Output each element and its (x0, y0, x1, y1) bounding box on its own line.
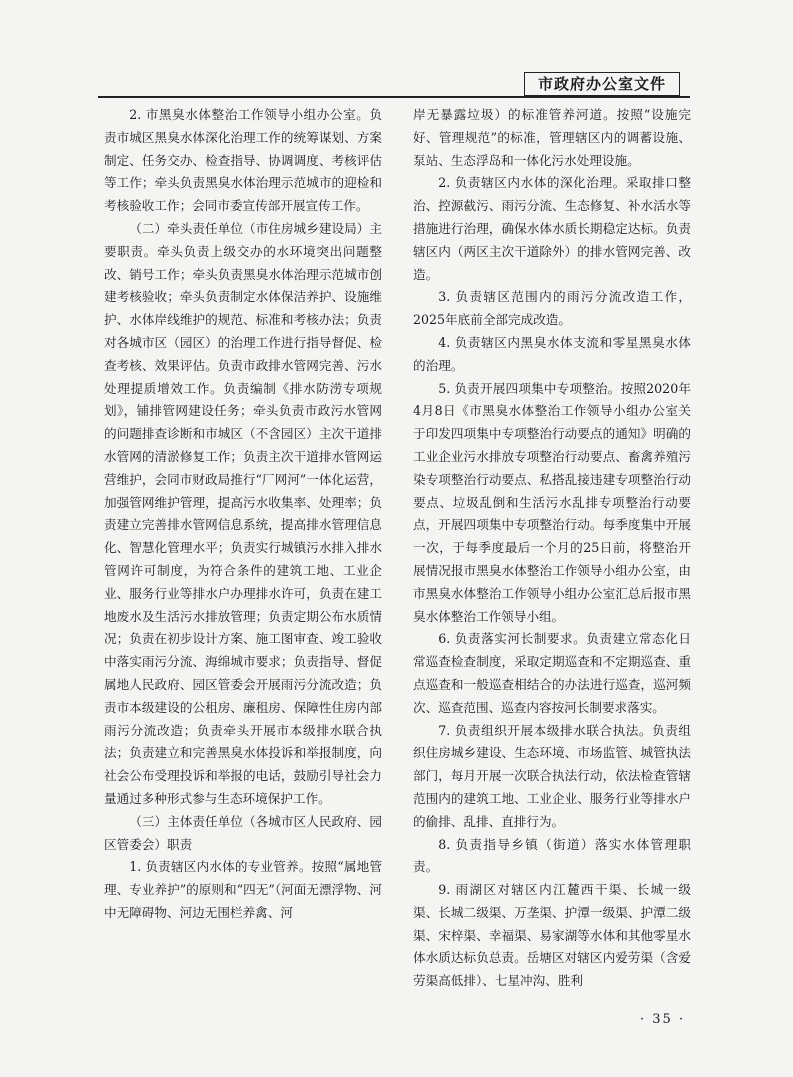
paragraph: （三）主体责任单位（各城市区人民政府、园区管委会）职责 (104, 813, 382, 852)
paragraph: 2. 负责辖区内水体的深化治理。采取排口整治、控源截污、雨污分流、生态修复、补水活水等措施进行治理，确保水体水质长期稳定达标。负责辖区内（两区主次干道除外）的排水管网完善、改造。 (413, 175, 691, 282)
paragraph: 5. 负责开展四项集中专项整治。按照2020年4月8日《市黑臭水体整治工作领导小组办公室关于印发四项集中专项整治行动要点的通知》明确的工业企业污水排放专项整治行动要点、畜禽养殖污染专项整治行动要点、私搭乱接违建专项整治行动要点、垃圾乱倒和生活污水乱排专项整治行动要点，开展四项集中专项整治行动。每季度集中开展一次，于每季度最后一个月的25日前，将整治开展情况报市黑臭水体整治工作领导小组办公室，由市黑臭水体整治工作领导小组办公室汇总后报市黑臭水体整治工作领导小组。 (413, 380, 691, 624)
page-number: · 35 · (640, 1012, 686, 1027)
document-header-title: 市政府办公室文件 (524, 72, 680, 96)
right-column (413, 104, 691, 993)
paragraph: （二）牵头责任单位（市住房城乡建设局）主要职责。牵头负责上级交办的水环境突出问题整改、销号工作；牵头负责黑臭水体治理示范城市创建考核验收；牵头负责制定水体保洁养护、设施维护、水体岸线维护的规范、标准和考核办法；负责对各城市区（园区）的治理工作进行指导督促、检查考核、效果评估。负责市政排水管网完善、污水处理提质增效工作。负责编制《排水防涝专项规划》，铺排管网建设任务；牵头负责市政污水管网的问题排查诊断和市城区（不含园区）主次干道排水管网的清淤修复工作；负责主次干道排水管网运营维护，会同市财政局推行“厂网河”一体化运营，加强管网维护管理，提高污水收集率、处理率；负责建立完善排水管网信息系统，提高排水管理信息化、智慧化管理水平；负责实行城镇污水排入排水管网许可制度，为符合条件的建筑工地、工业企业、服务行业等排水户办理排水许可，负责在建工地废水及生活污水排放管理；负责定期公布水质情况；负责在初步设计方案、施工图审查、竣工验收中落实雨污分流、海绵城市要求；负责指导、督促属地人民政府、园区管委会开展雨污分流改造；负责市本级建设的公租房、廉租房、保障性住房内部雨污分流改造；负责牵头开展市本级排水联合执法；负责建立和完善黑臭水体投诉和举报制度，向社会公布受理投诉和举报的电话，鼓励引导社会力量通过多种形式参与生态环境保护工作。 (104, 220, 382, 806)
paragraph: 1. 负责辖区内水体的专业管养。按照“属地管理、专业养护”的原则和“四无”（河面无漂浮物、河中无障碍物、河边无围栏养禽、河 (104, 859, 382, 920)
left-column (104, 104, 382, 925)
paragraph: 8. 负责指导乡镇（街道）落实水体管理职责。 (413, 836, 691, 875)
header-rule (98, 96, 690, 98)
paragraph: 9. 雨湖区对辖区内江麓西干渠、长城一级渠、长城二级渠、万垄渠、护潭一级渠、护潭二级渠、宋梓渠、幸福渠、易家湖等水体和其他零星水体水质达标负总责。岳塘区对辖区内爱劳渠（含爱劳渠高低排）、七星冲沟、胜利 (413, 882, 691, 989)
paragraph-continued: 岸无暴露垃圾）的标准管养河道。按照“设施完好、管理规范”的标准，管理辖区内的调蓄设施、泵站、生态浮岛和一体化污水处理设施。 (413, 107, 691, 168)
paragraph: 2. 市黑臭水体整治工作领导小组办公室。负责市城区黑臭水体深化治理工作的统筹谋划、方案制定、任务交办、检查指导、协调调度、考核评估等工作；牵头负责黑臭水体治理示范城市的迎检和考核验收工作；会同市委宣传部开展宣传工作。 (104, 107, 382, 214)
paragraph: 3. 负责辖区范围内的雨污分流改造工作，2025年底前全部完成改造。 (413, 289, 691, 328)
paragraph: 7. 负责组织开展本级排水联合执法。负责组织住房城乡建设、生态环境、市场监管、城管执法部门，每月开展一次联合执法行动，依法检查管辖范围内的建筑工地、工业企业、服务行业等排水户的偷排、乱排、直排行为。 (413, 722, 691, 829)
paragraph: 4. 负责辖区内黑臭水体支流和零星黑臭水体的治理。 (413, 334, 691, 373)
paragraph: 6. 负责落实河长制要求。负责建立常态化日常巡查检查制度，采取定期巡查和不定期巡查、重点巡查和一般巡查相结合的办法进行巡查，巡河频次、巡查范围、巡查内容按河长制要求落实。 (413, 631, 691, 715)
